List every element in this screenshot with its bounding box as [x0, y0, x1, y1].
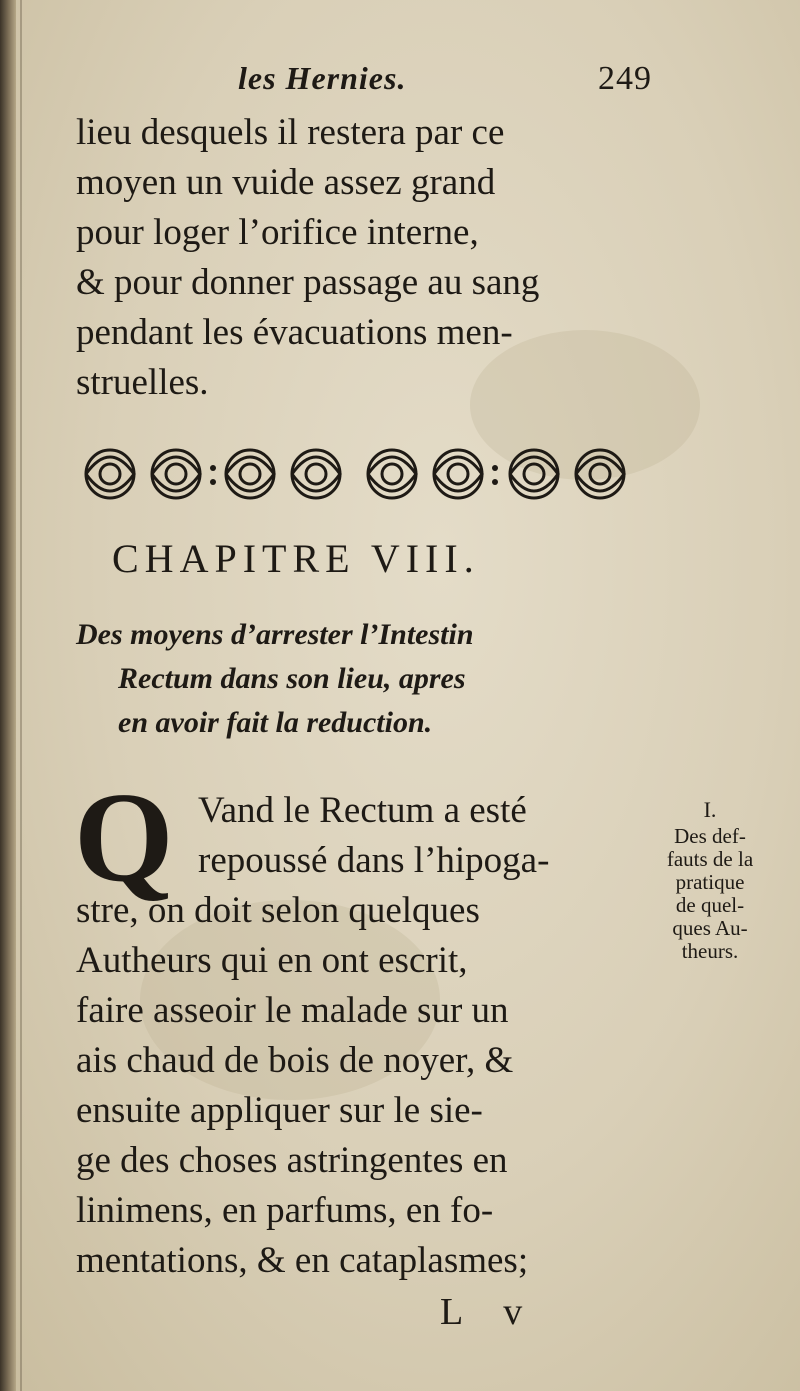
page-gutter: [0, 0, 16, 1391]
marginal-note: [650, 798, 770, 963]
text-line: repoussé dans l’hipoga-: [198, 840, 550, 881]
marginal-line: theurs.: [681, 939, 739, 963]
text-line: mentations, & en cataplasmes;: [76, 1240, 529, 1281]
text-line: Autheurs qui en ont escrit,: [76, 940, 468, 981]
text-line: ais chaud de bois de noyer, &: [76, 1040, 514, 1081]
text-line: faire asseoir le malade sur un: [76, 990, 509, 1031]
main-paragraph: [76, 786, 646, 1286]
text-line: & pour donner passage au sang: [76, 262, 540, 303]
marginal-line: Des def-: [674, 824, 746, 848]
page-header: [70, 60, 660, 110]
running-title: les Hernies.: [238, 60, 407, 96]
marginal-line: fauts de la: [666, 847, 754, 871]
text-line: pendant les évacuations men-: [76, 312, 513, 353]
fleuron-ornament-icon: [76, 440, 638, 508]
top-paragraph: [76, 108, 646, 408]
page-number: 249: [598, 60, 652, 97]
text-line: ge des choses astringentes en: [76, 1140, 508, 1181]
text-line: ensuite appliquer sur le sie-: [76, 1090, 483, 1131]
gutter-edge: [20, 0, 22, 1391]
marginal-line: de quel-: [675, 893, 745, 917]
text-line: lieu desquels il restera par ce: [76, 112, 505, 153]
text-line: struelles.: [76, 362, 209, 403]
text-line: pour loger l’orifice interne,: [76, 212, 479, 253]
marginal-line: pratique: [675, 870, 745, 894]
signature-mark: L v: [440, 1291, 539, 1333]
drop-cap: Q: [74, 766, 174, 908]
fleuron-unit-icon: [86, 450, 200, 498]
text-line: stre, on doit selon quelques: [76, 890, 480, 931]
chapter-subtitle: [76, 613, 666, 745]
text-line: linimens, en parfums, en fo-: [76, 1190, 494, 1231]
marginal-line: ques Au-: [672, 916, 748, 940]
subtitle-line: Rectum dans son lieu, apres: [118, 662, 466, 695]
subtitle-line: en avoir fait la reduction.: [118, 706, 433, 739]
marginal-number: I.: [703, 797, 717, 822]
chapter-title: CHAPITRE VIII.: [112, 536, 480, 581]
text-line: moyen un vuide assez grand: [76, 162, 496, 203]
subtitle-line: Des moyens d’arrester l’Intestin: [76, 618, 474, 651]
text-line: Vand le Rectum a esté: [198, 790, 527, 831]
